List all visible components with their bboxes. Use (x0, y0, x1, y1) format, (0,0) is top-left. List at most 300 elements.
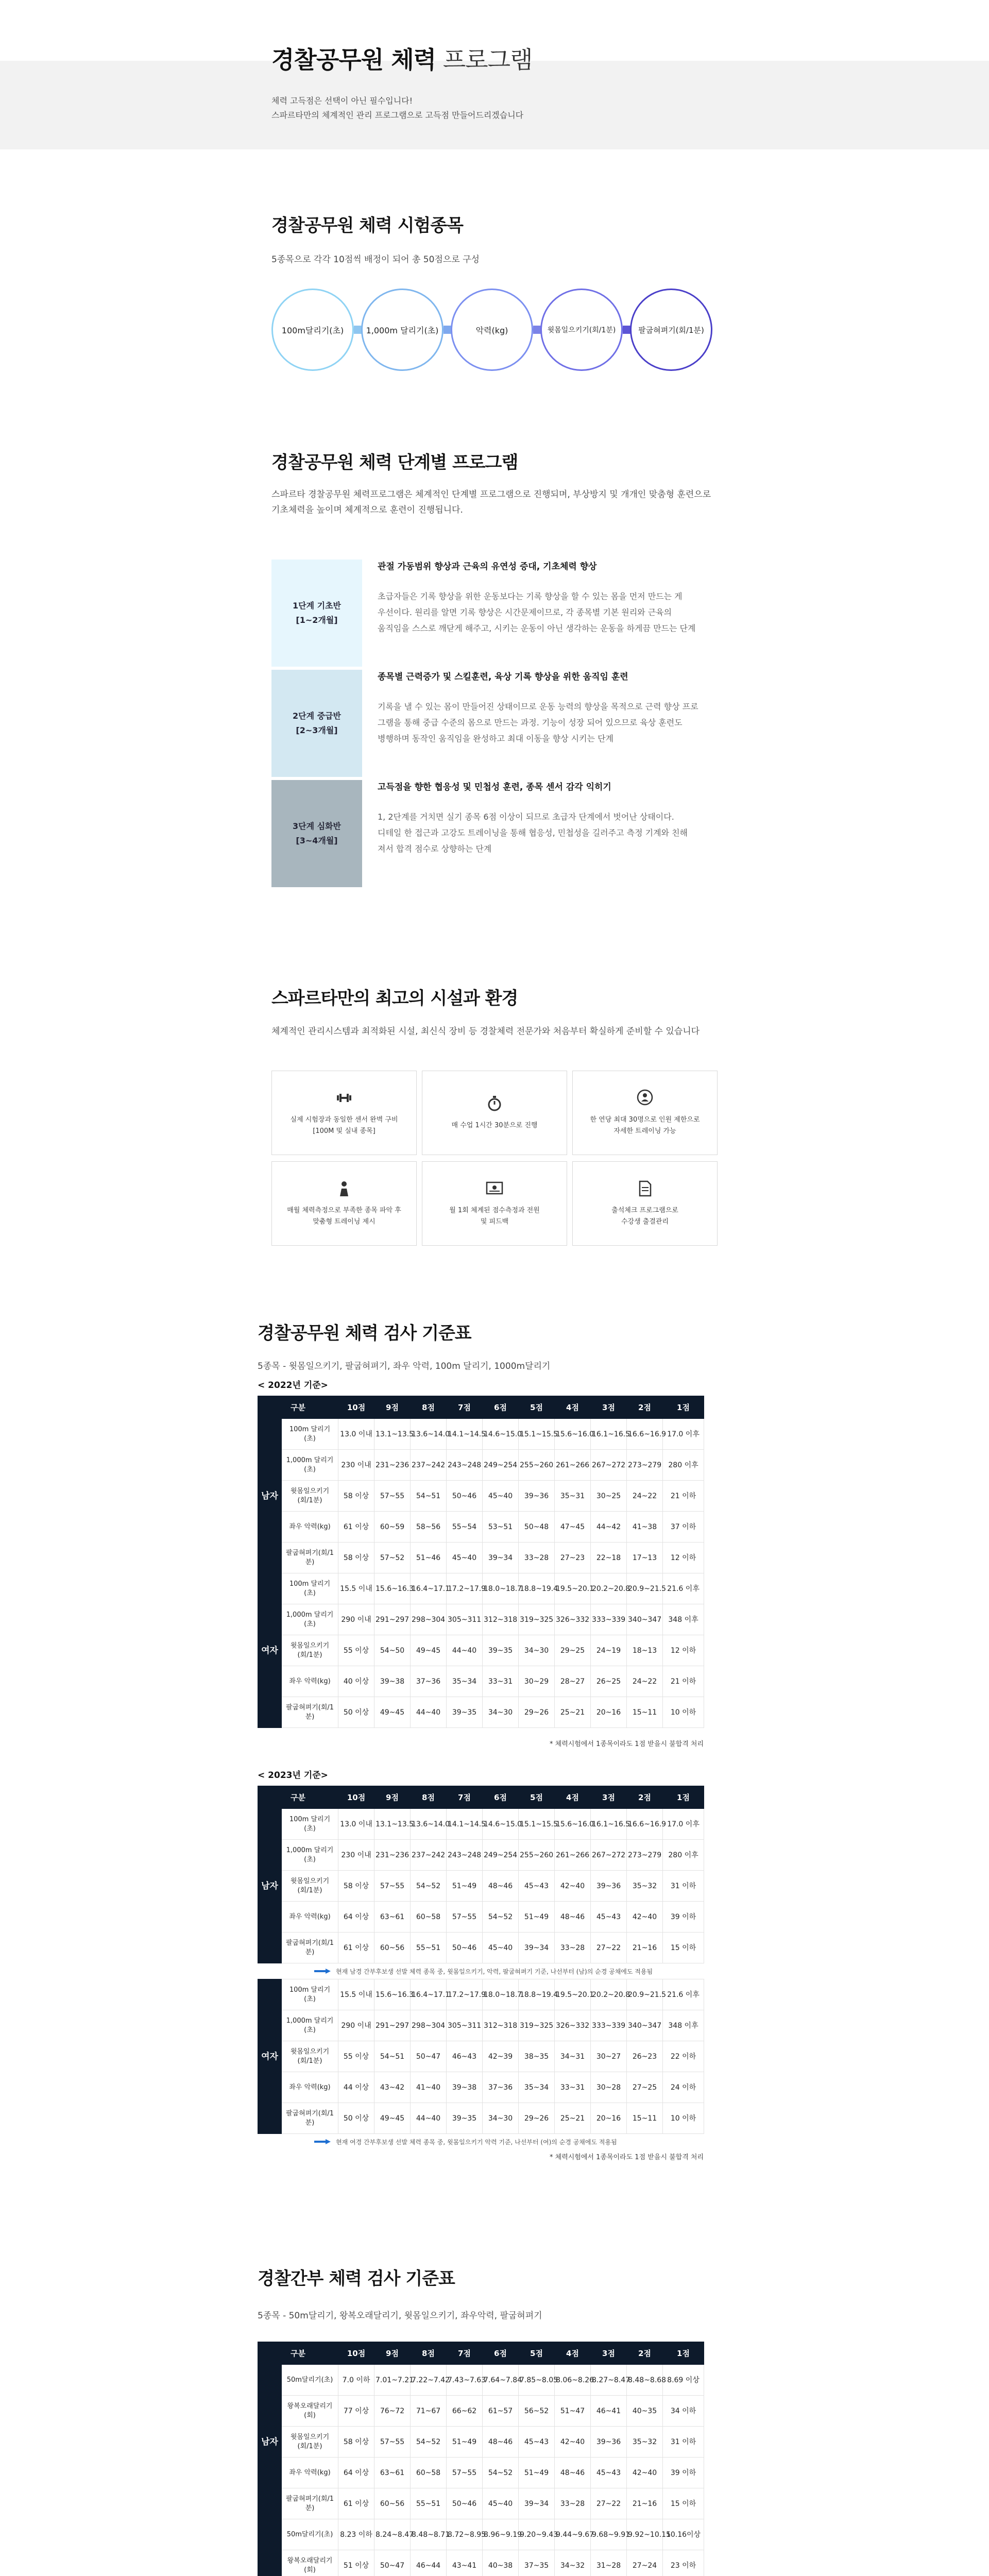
column-header: 9점 (374, 2342, 411, 2365)
table-row (258, 2010, 704, 2041)
score-cell: 16.1~16.5 (591, 1419, 627, 1450)
score-cell: 77 이상 (338, 2396, 374, 2427)
step-heading: 관절 가동범위 향상과 근육의 유연성 증대, 기초체력 향상 (378, 562, 597, 572)
score-cell: 27~23 (555, 1543, 591, 1573)
steps-desc (271, 487, 718, 518)
steps-desc-line2: 기초체력을 높이며 체계적으로 훈련이 진행됩니다. (271, 505, 463, 515)
score-cell: 273~279 (627, 1450, 663, 1481)
arrow-right-icon (314, 2139, 331, 2144)
event-label: 윗몸일으키기(회/1분) (547, 326, 616, 334)
table-row (258, 1809, 704, 1840)
score-cell: 7.43~7.63 (447, 2365, 483, 2396)
score-cell: 35~34 (519, 2072, 555, 2103)
score-cell: 9.44~9.67 (555, 2519, 591, 2550)
column-header: 4점 (555, 2342, 591, 2365)
score-cell: 267~272 (591, 1450, 627, 1481)
cadet-title: 경찰간부 체력 검사 기준표 (258, 2268, 455, 2289)
score-cell: 280 이후 (663, 1450, 704, 1481)
score-cell: 298~304 (411, 1604, 447, 1635)
score-cell: 45~43 (519, 1871, 555, 1902)
score-cell: 58 이상 (338, 1871, 374, 1902)
column-header: 9점 (374, 1396, 411, 1419)
facility-text (449, 1205, 540, 1228)
score-cell: 44 이상 (338, 2072, 374, 2103)
score-cell: 15.6~16.3 (374, 1979, 411, 2010)
score-cell: 348 이후 (663, 2010, 704, 2041)
event-name: 팔굽혀펴기(회/1분) (282, 2488, 338, 2519)
score-cell: 249~254 (483, 1450, 519, 1481)
gender-label: 여자 (258, 1979, 282, 2134)
score-cell: 42~40 (627, 1902, 663, 1933)
event-name: 윗몸일으키기(회/1분) (282, 1871, 338, 1902)
score-cell: 38~35 (519, 2041, 555, 2072)
score-cell: 40~35 (627, 2396, 663, 2427)
table-row (258, 1979, 704, 2010)
score-cell: 35~32 (627, 1871, 663, 1902)
standards-table-2022 (258, 1396, 704, 1728)
facility-line: 실제 시험장과 동일한 센서 완벽 구비 (290, 1116, 398, 1124)
score-cell: 48~46 (555, 1902, 591, 1933)
score-cell: 55 이상 (338, 2041, 374, 2072)
score-cell: 34~30 (483, 1697, 519, 1728)
score-cell: 41~38 (627, 1512, 663, 1543)
step-label: 1단계 기초반 (293, 601, 341, 611)
column-header: 구분 (258, 1786, 338, 1809)
event-name: 윗몸일으키기(회/1분) (282, 1635, 338, 1666)
cadet-standards (258, 2264, 704, 2576)
score-cell: 34~31 (555, 2041, 591, 2072)
hero-content (271, 41, 735, 123)
score-cell: 54~52 (411, 2427, 447, 2458)
score-cell: 9.92~10.15 (627, 2519, 663, 2550)
score-cell: 7.0 이하 (338, 2365, 374, 2396)
score-cell: 18.8~19.4 (519, 1979, 555, 2010)
score-cell: 33~31 (483, 1666, 519, 1697)
score-cell: 39~34 (519, 1933, 555, 1963)
facility-line: 자세한 트레이닝 가능 (613, 1127, 676, 1135)
score-cell: 49~45 (411, 1635, 447, 1666)
event-name: 윗몸일으키기(회/1분) (282, 2041, 338, 2072)
column-header: 8점 (411, 2342, 447, 2365)
score-cell: 39~38 (374, 1666, 411, 1697)
step-heading: 종목별 근력증가 및 스킬훈련, 육상 기록 향상을 위한 움직임 훈련 (378, 672, 628, 682)
step-text-line: 디테일 한 접근과 고강도 트레이닝을 통해 협응성, 민첩성을 길러주고 측정 기계와 친해 (378, 828, 688, 838)
score-cell: 56~52 (519, 2396, 555, 2427)
score-cell: 231~236 (374, 1840, 411, 1871)
score-cell: 340~347 (627, 2010, 663, 2041)
step-text (378, 588, 718, 636)
score-cell: 237~242 (411, 1450, 447, 1481)
score-cell: 35~32 (627, 2427, 663, 2458)
column-header: 4점 (555, 1786, 591, 1809)
score-cell: 16.4~17.1 (411, 1573, 447, 1604)
score-cell: 45~40 (483, 1481, 519, 1512)
score-cell: 26~25 (591, 1666, 627, 1697)
score-cell: 15.5 이내 (338, 1573, 374, 1604)
score-cell: 51~47 (555, 2396, 591, 2427)
score-cell: 21 이하 (663, 1666, 704, 1697)
table-row (258, 2041, 704, 2072)
score-cell: 15.6~16.0 (555, 1809, 591, 1840)
score-cell: 261~266 (555, 1840, 591, 1871)
score-cell: 33~28 (519, 1543, 555, 1573)
table-row (258, 2488, 704, 2519)
facilities-header (271, 984, 718, 1039)
hero-desc-line2: 스파르타만의 체계적인 관리 프로그램으로 고득점 만들어드리겠습니다 (271, 110, 524, 120)
score-cell: 37 이하 (663, 1512, 704, 1543)
facility-line: 월 1회 체계된 점수측정과 전원 (449, 1207, 540, 1214)
event-circle (271, 289, 354, 371)
steps-header (271, 448, 718, 518)
table-row (258, 2072, 704, 2103)
score-cell: 7.85~8.05 (519, 2365, 555, 2396)
score-cell: 326~332 (555, 1604, 591, 1635)
score-cell: 51~49 (519, 1902, 555, 1933)
score-cell: 50~46 (447, 1481, 483, 1512)
gender-label (258, 2519, 282, 2576)
score-cell: 58 이상 (338, 2427, 374, 2458)
score-cell: 13.1~13.5 (374, 1809, 411, 1840)
score-cell: 35~34 (447, 1666, 483, 1697)
score-cell: 40~38 (483, 2550, 519, 2576)
facility-card (422, 1071, 567, 1155)
score-cell: 39 이하 (663, 2458, 704, 2488)
column-header: 6점 (483, 2342, 519, 2365)
column-header: 6점 (483, 1786, 519, 1809)
score-cell: 273~279 (627, 1840, 663, 1871)
table-row (258, 1933, 704, 1963)
event-label: 악력(kg) (475, 325, 508, 335)
fail-note: * 체력시험에서 1종목이라도 1점 받을시 불합격 처리 (550, 2154, 704, 2161)
score-cell: 267~272 (591, 1840, 627, 1871)
score-cell: 31~28 (591, 2550, 627, 2576)
score-cell: 58 이상 (338, 1543, 374, 1573)
score-cell: 13.6~14.0 (411, 1419, 447, 1450)
table-row (258, 1840, 704, 1871)
score-cell: 17.2~17.9 (447, 1979, 483, 2010)
score-cell: 55~51 (411, 2488, 447, 2519)
cadet-desc: 5종목 - 50m달리기, 왕복오래달리기, 윗몸일으키기, 좌우악력, 팔굽혀펴기 (258, 2311, 542, 2321)
score-cell: 48~46 (483, 1871, 519, 1902)
score-cell: 46~43 (447, 2041, 483, 2072)
score-cell: 50~46 (447, 1933, 483, 1963)
facility-card (572, 1161, 718, 1246)
score-cell: 44~40 (411, 2103, 447, 2134)
score-cell: 54~52 (411, 1871, 447, 1902)
score-cell: 33~28 (555, 1933, 591, 1963)
facility-text (590, 1114, 700, 1137)
male-note: 현재 남경 간부후보생 선발 체력 종목 중, 윗몸일으키기, 악력, 팔굽혀펴기 기준, 나선부터 (남)의 순경 공채에도 적용됨 (336, 1968, 653, 1975)
score-cell: 43~42 (374, 2072, 411, 2103)
step-content (378, 670, 718, 747)
score-cell: 43~41 (447, 2550, 483, 2576)
score-cell: 39~36 (591, 1871, 627, 1902)
score-cell: 45~40 (483, 2488, 519, 2519)
score-cell: 27~22 (591, 2488, 627, 2519)
score-cell: 255~260 (519, 1450, 555, 1481)
table-row (258, 2365, 704, 2396)
score-cell: 64 이상 (338, 2458, 374, 2488)
event-circle (361, 289, 444, 371)
score-cell: 34~30 (483, 2103, 519, 2134)
score-cell: 17.2~17.9 (447, 1573, 483, 1604)
column-header: 구분 (258, 2342, 338, 2365)
score-cell: 298~304 (411, 2010, 447, 2041)
event-label: 1,000m 달리기(초) (366, 325, 439, 335)
score-cell: 60~59 (374, 1512, 411, 1543)
column-header: 8점 (411, 1786, 447, 1809)
column-header: 7점 (447, 2342, 483, 2365)
score-cell: 57~55 (374, 2427, 411, 2458)
score-cell: 305~311 (447, 2010, 483, 2041)
score-cell: 44~42 (591, 1512, 627, 1543)
score-cell: 15.1~15.5 (519, 1809, 555, 1840)
score-cell: 53~51 (483, 1512, 519, 1543)
table-row (258, 1450, 704, 1481)
step-period: [1~2개월] (296, 615, 338, 625)
score-cell: 24~22 (627, 1666, 663, 1697)
events-title: 경찰공무원 체력 시험종목 (271, 215, 463, 236)
score-cell: 18.8~19.4 (519, 1573, 555, 1604)
facility-line: 수강생 출결관리 (621, 1218, 669, 1226)
step-text (378, 809, 718, 857)
score-cell: 13.0 이내 (338, 1419, 374, 1450)
column-header: 3점 (591, 1396, 627, 1419)
column-header: 3점 (591, 1786, 627, 1809)
step-period: [2~3개월] (296, 725, 338, 735)
step-period: [3~4개월] (296, 836, 338, 845)
score-cell: 50 이상 (338, 2103, 374, 2134)
event-name: 100m 달리기 (초) (282, 1979, 338, 2010)
score-cell: 54~51 (411, 1481, 447, 1512)
facilities-title: 스파르타만의 최고의 시설과 환경 (271, 988, 518, 1009)
facility-line: 및 피드백 (480, 1218, 509, 1226)
page-title (271, 41, 735, 75)
score-cell: 42~39 (483, 2041, 519, 2072)
score-cell: 66~62 (447, 2396, 483, 2427)
score-cell: 39 이하 (663, 1902, 704, 1933)
event-circle (630, 289, 712, 371)
table-row (258, 1543, 704, 1573)
score-cell: 7.22~7.42 (411, 2365, 447, 2396)
facility-line: 매 수업 1시간 30분으로 진행 (451, 1122, 538, 1129)
column-header: 5점 (519, 1786, 555, 1809)
stopwatch-icon (485, 1094, 504, 1113)
step-text-line: 움직임을 스스로 깨닫게 해주고, 시키는 운동이 아닌 생각하는 운동을 하게끔 만드는 단계 (378, 623, 696, 633)
score-cell: 16.1~16.5 (591, 1809, 627, 1840)
table-row (258, 1512, 704, 1543)
score-cell: 291~297 (374, 1604, 411, 1635)
score-cell: 39~38 (447, 2072, 483, 2103)
step-heading: 고득점을 향한 협응성 및 민첩성 훈련, 종목 센서 감각 익히기 (378, 782, 611, 792)
event-name: 100m 달리기 (초) (282, 1419, 338, 1450)
event-name: 좌우 악력(kg) (282, 1512, 338, 1543)
person-icon (335, 1179, 353, 1198)
table-header-row (258, 1786, 704, 1809)
score-cell: 280 이후 (663, 1840, 704, 1871)
score-cell: 30~27 (591, 2041, 627, 2072)
score-cell: 28~27 (555, 1666, 591, 1697)
step-text (378, 699, 718, 747)
score-cell: 64 이상 (338, 1902, 374, 1933)
score-cell: 39~34 (519, 2488, 555, 2519)
score-cell: 255~260 (519, 1840, 555, 1871)
score-cell: 14.6~15.0 (483, 1809, 519, 1840)
standards-table-2023-male (258, 1786, 704, 1963)
score-cell: 243~248 (447, 1450, 483, 1481)
events-diagram (271, 289, 718, 371)
score-cell: 45~43 (519, 2427, 555, 2458)
event-name: 100m 달리기 (초) (282, 1809, 338, 1840)
facilities-desc: 체계적인 관리시스템과 최적화된 시설, 최신식 장비 등 경찰체력 전문가와 처음부터 확실하게 준비할 수 있습니다 (271, 1026, 700, 1037)
gender-label: 여자 (258, 1573, 282, 1728)
step-text-line: 초급자들은 기록 향상을 위한 운동보다는 기록 향상을 할 수 있는 몸을 먼저 만드는 게 (378, 591, 683, 601)
cadet-table (258, 2342, 704, 2576)
score-cell: 24 이하 (663, 2072, 704, 2103)
step-text-line: 기록을 낼 수 있는 몸이 만들어진 상태이므로 운동 능력의 향상을 목적으로 근력 향상 프로 (378, 702, 698, 711)
score-cell: 45~43 (591, 1902, 627, 1933)
score-cell: 30~25 (591, 1481, 627, 1512)
score-cell: 15.6~16.0 (555, 1419, 591, 1450)
score-cell: 237~242 (411, 1840, 447, 1871)
score-cell: 51~46 (411, 1543, 447, 1573)
column-header: 6점 (483, 1396, 519, 1419)
event-name: 윗몸일으키기(회/1분) (282, 2427, 338, 2458)
score-cell: 50~48 (519, 1512, 555, 1543)
column-header: 2점 (627, 1786, 663, 1809)
score-cell: 48~46 (483, 2427, 519, 2458)
facility-text (287, 1205, 401, 1228)
score-cell: 8.24~8.47 (374, 2519, 411, 2550)
score-cell: 261~266 (555, 1450, 591, 1481)
facility-text (452, 1120, 538, 1131)
score-cell: 41~40 (411, 2072, 447, 2103)
event-name: 왕복오래달리기 (회) (282, 2550, 338, 2576)
score-cell: 33~31 (555, 2072, 591, 2103)
table-row (258, 1604, 704, 1635)
score-cell: 230 이내 (338, 1450, 374, 1481)
column-header: 10점 (338, 1786, 374, 1809)
score-cell: 10 이하 (663, 1697, 704, 1728)
score-cell: 35~31 (555, 1481, 591, 1512)
facility-text (290, 1114, 398, 1137)
hero-description (271, 94, 735, 123)
score-cell: 57~52 (374, 1543, 411, 1573)
score-cell: 50~47 (411, 2041, 447, 2072)
score-cell: 57~55 (447, 2458, 483, 2488)
score-cell: 14.6~15.0 (483, 1419, 519, 1450)
score-cell: 8.96~9.19 (483, 2519, 519, 2550)
score-cell: 15 이하 (663, 2488, 704, 2519)
step-item (271, 560, 718, 667)
score-cell: 51~49 (447, 2427, 483, 2458)
score-cell: 16.4~17.1 (411, 1979, 447, 2010)
score-cell: 10.16이상 (663, 2519, 704, 2550)
score-cell: 55 이상 (338, 1635, 374, 1666)
event-name: 좌우 악력(kg) (282, 1666, 338, 1697)
step-text-line: 그램을 통해 중급 수준의 몸으로 만드는 과정. 기능이 성장 되어 있으므로 육상 훈련도 (378, 718, 683, 727)
score-cell: 30~29 (519, 1666, 555, 1697)
female-note-row (258, 2134, 704, 2149)
score-cell: 39~34 (483, 1543, 519, 1573)
event-name: 좌우 악력(kg) (282, 2458, 338, 2488)
score-cell: 17.0 이후 (663, 1809, 704, 1840)
step-item (271, 780, 718, 887)
step-content (378, 780, 718, 857)
score-cell: 39~36 (519, 1481, 555, 1512)
score-cell: 39~35 (447, 1697, 483, 1728)
table-row (258, 1481, 704, 1512)
column-header: 10점 (338, 2342, 374, 2365)
score-cell: 45~40 (447, 1543, 483, 1573)
score-cell: 20.9~21.5 (627, 1573, 663, 1604)
score-cell: 7.64~7.84 (483, 2365, 519, 2396)
score-cell: 348 이후 (663, 1604, 704, 1635)
event-name: 좌우 악력(kg) (282, 1902, 338, 1933)
score-cell: 29~26 (519, 1697, 555, 1728)
step-label-box (271, 670, 362, 777)
event-name: 좌우 악력(kg) (282, 2072, 338, 2103)
score-cell: 249~254 (483, 1840, 519, 1871)
score-cell: 13.6~14.0 (411, 1809, 447, 1840)
score-cell: 42~40 (627, 2458, 663, 2488)
facility-text (611, 1205, 678, 1228)
score-cell: 231~236 (374, 1450, 411, 1481)
score-cell: 290 이내 (338, 2010, 374, 2041)
event-name: 팔굽혀펴기(회/1분) (282, 1543, 338, 1573)
event-label: 100m달리기(초) (281, 325, 344, 335)
score-cell: 37~36 (411, 1666, 447, 1697)
facilities-grid (271, 1071, 718, 1226)
table-row (258, 2427, 704, 2458)
score-cell: 37~36 (483, 2072, 519, 2103)
score-cell: 21.6 이후 (663, 1573, 704, 1604)
standards-table-2023-female (258, 1979, 704, 2134)
score-cell: 55~54 (447, 1512, 483, 1543)
score-cell: 9.20~9.43 (519, 2519, 555, 2550)
facility-card (422, 1161, 567, 1246)
score-cell: 291~297 (374, 2010, 411, 2041)
table-row (258, 2396, 704, 2427)
event-label: 팔굽혀펴기(회/1분) (638, 325, 704, 335)
score-cell: 37~35 (519, 2550, 555, 2576)
column-header: 7점 (447, 1786, 483, 1809)
trainer-icon (636, 1089, 654, 1107)
certificate-icon (485, 1179, 504, 1198)
step-text-line: 병행하며 동작인 움직임을 완성하고 최대 이동을 향상 시키는 단계 (378, 734, 614, 743)
police-standards (258, 1319, 704, 2161)
score-cell: 15.6~16.3 (374, 1573, 411, 1604)
score-cell: 47~45 (555, 1512, 591, 1543)
step-label: 3단계 심화반 (293, 821, 341, 831)
score-cell: 13.1~13.5 (374, 1419, 411, 1450)
score-cell: 49~45 (374, 2103, 411, 2134)
document-icon (636, 1179, 654, 1198)
score-cell: 44~40 (447, 1635, 483, 1666)
score-cell: 58 이상 (338, 1481, 374, 1512)
score-cell: 312~318 (483, 1604, 519, 1635)
step-label-box (271, 560, 362, 667)
score-cell: 8.06~8.26 (555, 2365, 591, 2396)
score-cell: 20.9~21.5 (627, 1979, 663, 2010)
score-cell: 54~52 (483, 2458, 519, 2488)
event-circle (540, 289, 623, 371)
step-text-line: 져서 합격 점수로 상향하는 단계 (378, 844, 492, 854)
event-name: 팔굽혀펴기(회/1분) (282, 2103, 338, 2134)
score-cell: 24~19 (591, 1635, 627, 1666)
score-cell: 12 이하 (663, 1635, 704, 1666)
event-name: 1,000m 달리기 (초) (282, 1604, 338, 1635)
